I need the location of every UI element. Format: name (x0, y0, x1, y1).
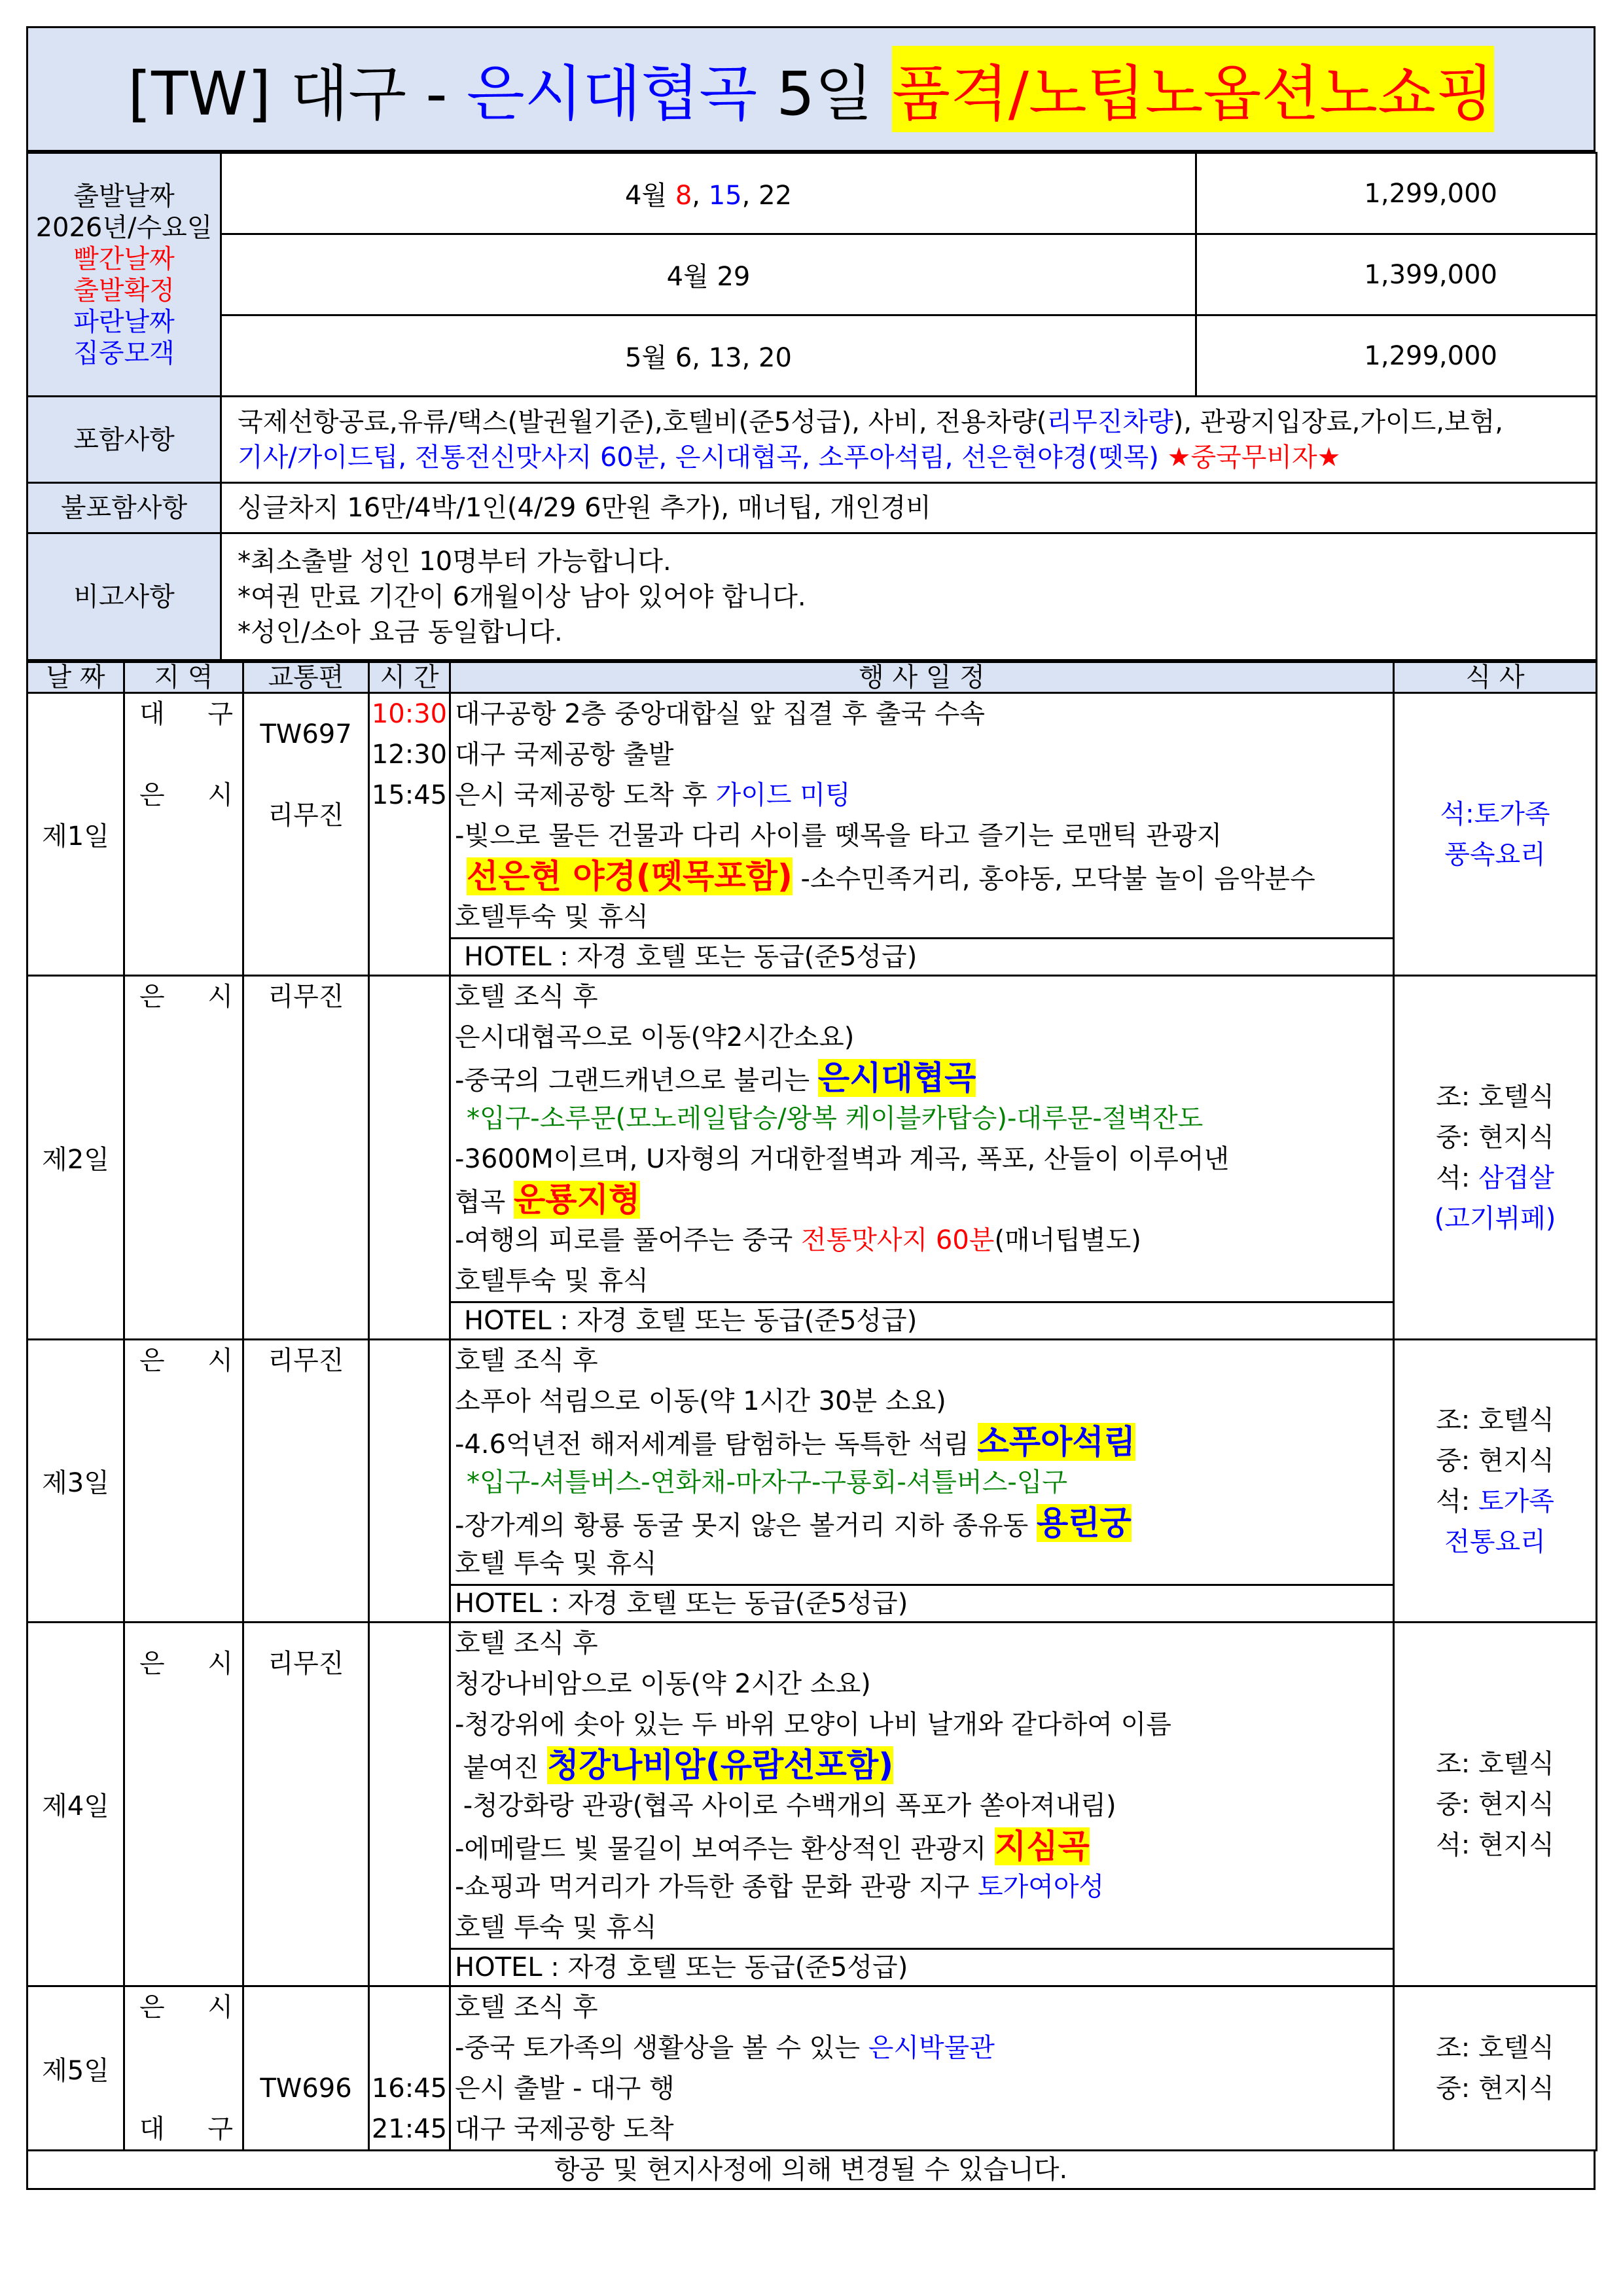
departure-label-line: 2026년/수요일 (35, 212, 213, 243)
departure-price: 1,299,000 (1196, 153, 1597, 234)
hotel-info: HOTEL : 자경 호텔 또는 동급(준5성급) (451, 1948, 1393, 1985)
itinerary-document (26, 26, 1596, 2190)
day-label: 제3일 (27, 1340, 124, 1623)
meals-cell: 조: 호텔식 중: 현지식 석: 토가족 전통요리 (1394, 1340, 1597, 1623)
itinerary-cell: 호텔 조식 후 은시대협곡으로 이동(약2시간소요) -중국의 그랜드캐년으로 불리는 은시대협곡 *입구-소루문(모노레일탑승/왕복 케이블카탑승)-대루문-절벽잔도 -3600M이르며, U자형의 거대한절벽과 계곡, 폭포, 산들이 이루어낸 협곡 운룡지형 -여행의 피로를 풀어주는 중국 전통맛사지 60분(매너팁별도) 호텔투숙 및 휴식 HOTEL : 자경 호텔 또는 동급(준5성급) (450, 976, 1394, 1340)
meals-cell: 석:토가족 풍속요리 (1394, 693, 1597, 976)
col-header-itinerary: 행 사 일 정 (450, 662, 1394, 693)
day-row (27, 693, 1597, 976)
col-header-meals: 식 사 (1394, 662, 1597, 693)
footer-note: 항공 및 현지사정에 의해 변경될 수 있습니다. (26, 2151, 1596, 2190)
schedule-table (26, 661, 1597, 2151)
page-title (26, 26, 1596, 152)
included-text: 국제선항공료,유류/택스(발권월기준),호텔비(준5성급), 사비, 전용차량(리무진차량), 관광지입장료,가이드,보험, 기사/가이드팁, 전통전신맛사지 60분, 은시대협곡, 소푸아석림, 선은현야경(뗏목) ★중국무비자★ (221, 397, 1597, 483)
transport-cell: TW697 리무진 (243, 693, 369, 976)
excluded-label: 불포함사항 (27, 483, 221, 533)
transport-cell: TW696 (243, 1986, 369, 2151)
remarks-label: 비고사항 (27, 533, 221, 660)
col-header-area: 지 역 (124, 662, 243, 693)
hotel-info: HOTEL : 자경 호텔 또는 동급(준5성급) (451, 1301, 1393, 1338)
time-cell (369, 976, 450, 1340)
day-row (27, 976, 1597, 1340)
remarks-text: *최소출발 성인 10명부터 가능합니다. *여권 만료 기간이 6개월이상 남아 있어야 합니다. *성인/소아 요금 동일합니다. (221, 533, 1597, 660)
excluded-text: 싱글차지 16만/4박/1인(4/29 6만원 추가), 매너팁, 개인경비 (221, 483, 1597, 533)
meals-cell: 조: 호텔식 중: 현지식 석: 삼겹살 (고기뷔페) (1394, 976, 1597, 1340)
info-table (26, 152, 1597, 661)
time-cell (369, 1623, 450, 1986)
itinerary-cell: 호텔 조식 후 소푸아 석림으로 이동(약 1시간 30분 소요) -4.6억년전 해저세계를 탐험하는 독특한 석림 소푸아석림 *입구-셔틀버스-연화채-마자구-구룡회-셔틀버스-입구 -장가계의 황룡 동굴 못지 않은 볼거리 지하 종유동 용린궁 호텔 투숙 및 휴식 HOTEL : 자경 호텔 또는 동급(준5성급) (450, 1340, 1394, 1623)
departure-dates: 5월 6, 13, 20 (221, 315, 1196, 397)
itinerary-cell: 대구공항 2층 중앙대합실 앞 집결 후 출국 수속 대구 국제공항 출발 은시 국제공항 도착 후 가이드 미팅 -빛으로 물든 건물과 다리 사이를 뗏목을 타고 즐기는 로맨틱 관광지 선은현 야경(뗏목포함) -소수민족거리, 홍야동, 모닥불 놀이 음악분수 호텔투숙 및 휴식 HOTEL : 자경 호텔 또는 동급(준5성급) (450, 693, 1394, 976)
area-cell: 은 시 대 구 (124, 1986, 243, 2151)
itinerary-cell: 호텔 조식 후 청강나비암으로 이동(약 2시간 소요) -청강위에 솟아 있는 두 바위 모양이 나비 날개와 같다하여 이름 붙여진 청강나비암(유람선포함) -청강화랑 관광(협곡 사이로 수백개의 폭포가 쏟아져내림) -에메랄드 빛 물길이 보여주는 환상적인 관광지 지심곡 -쇼핑과 먹거리가 가득한 종합 문화 관광 지구 토가여아성 호텔 투숙 및 휴식 HOTEL : 자경 호텔 또는 동급(준5성급) (450, 1623, 1394, 1986)
hotel-info: HOTEL : 자경 호텔 또는 동급(준5성급) (451, 937, 1393, 975)
col-header-day: 날 짜 (27, 662, 124, 693)
itinerary-cell: 호텔 조식 후 -중국 토가족의 생활상을 볼 수 있는 은시박물관 은시 출발 - 대구 행 대구 국제공항 도착 (450, 1986, 1394, 2151)
departure-label-line: 출발확정 (73, 275, 175, 306)
day-row (27, 1986, 1597, 2151)
departure-label-line: 집중모객 (73, 338, 175, 368)
hotel-info: HOTEL : 자경 호텔 또는 동급(준5성급) (451, 1584, 1393, 1621)
area-cell: 은 시 (124, 1340, 243, 1623)
col-header-time: 시 간 (369, 662, 450, 693)
departure-dates: 4월 8, 15, 22 (221, 153, 1196, 234)
transport-cell: 리무진 (243, 1340, 369, 1623)
col-header-transport: 교통편 (243, 662, 369, 693)
area-cell: 은 시 (124, 1623, 243, 1986)
time-cell (369, 1340, 450, 1623)
time-cell: 10:30 12:30 15:45 (369, 693, 450, 976)
departure-label-line: 빨간날짜 (73, 243, 175, 274)
day-label: 제1일 (27, 693, 124, 976)
title-destination: 은시대협곡 (466, 59, 758, 129)
day-row (27, 1340, 1597, 1623)
departure-label-line: 파란날짜 (73, 306, 175, 337)
departure-label-line: 출발날짜 (73, 181, 175, 211)
time-cell: 16:45 21:45 (369, 1986, 450, 2151)
title-prefix: [TW] 대구 - (128, 59, 467, 129)
departure-dates: 4월 29 (221, 234, 1196, 315)
meals-cell: 조: 호텔식 중: 현지식 석: 현지식 (1394, 1623, 1597, 1986)
day-label: 제4일 (27, 1623, 124, 1986)
area-cell: 대 구 은 시 (124, 693, 243, 976)
title-tagline: 품격/노팁노옵션노쇼핑 (892, 46, 1494, 132)
day-label: 제5일 (27, 1986, 124, 2151)
day-label: 제2일 (27, 976, 124, 1340)
departure-price: 1,399,000 (1196, 234, 1597, 315)
title-duration: 5일 (757, 59, 893, 129)
departure-label (27, 153, 221, 397)
meals-cell: 조: 호텔식 중: 현지식 (1394, 1986, 1597, 2151)
departure-price: 1,299,000 (1196, 315, 1597, 397)
day-row (27, 1623, 1597, 1986)
transport-cell: 리무진 (243, 1623, 369, 1986)
included-label: 포함사항 (27, 397, 221, 483)
transport-cell: 리무진 (243, 976, 369, 1340)
area-cell: 은 시 (124, 976, 243, 1340)
